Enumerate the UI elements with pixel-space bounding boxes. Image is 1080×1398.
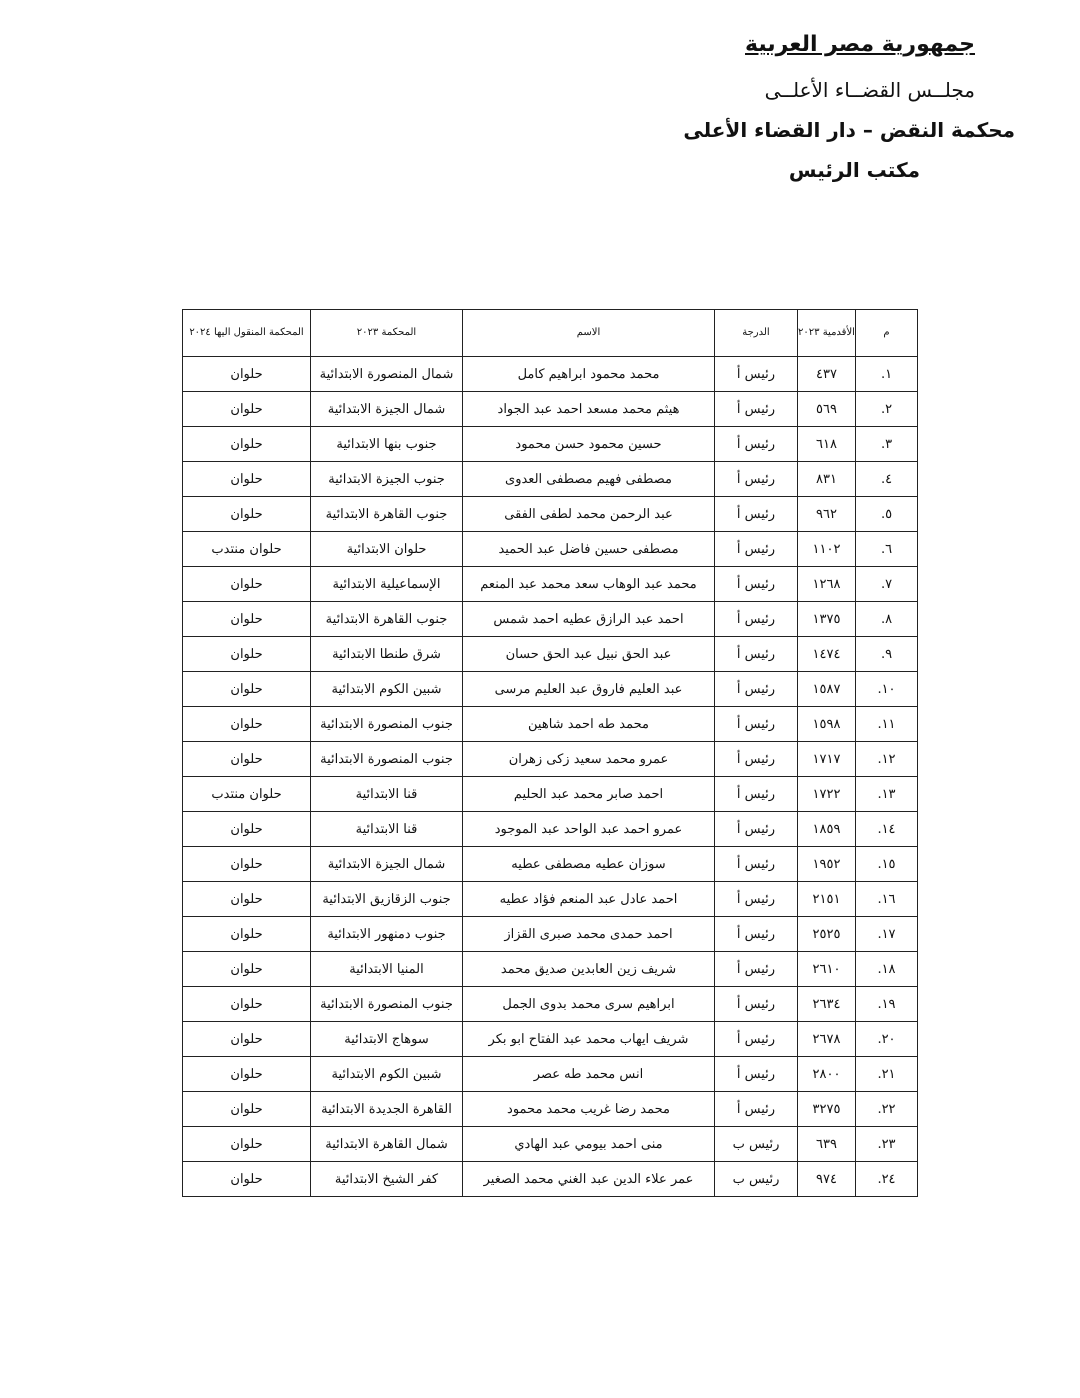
row-name: عبد العليم فاروق عبد العليم مرسى xyxy=(463,672,715,707)
row-destination: حلوان xyxy=(183,1162,311,1197)
row-seniority: ١١٠٢ xyxy=(798,532,856,567)
row-seniority: ١٩٥٢ xyxy=(798,847,856,882)
row-grade: رئيس أ xyxy=(715,602,798,637)
row-number: ٤. xyxy=(856,462,918,497)
table-row xyxy=(183,707,918,742)
row-destination: حلوان xyxy=(183,672,311,707)
office-name: مكتب الرئيس xyxy=(788,158,920,182)
row-destination: حلوان xyxy=(183,602,311,637)
row-seniority: ١٨٥٩ xyxy=(798,812,856,847)
row-name: عبد الحق نبيل عبد الحق حسان xyxy=(463,637,715,672)
row-court: شبين الكوم الابتدائية xyxy=(311,672,463,707)
row-destination: حلوان xyxy=(183,882,311,917)
row-name: مصطفى حسين فاضل عبد الحميد xyxy=(463,532,715,567)
row-seniority: ٢٦٧٨ xyxy=(798,1022,856,1057)
row-name: احمد عادل عبد المنعم فؤاد عطيه xyxy=(463,882,715,917)
row-court: سوهاج الابتدائية xyxy=(311,1022,463,1057)
row-name: عمرو احمد عبد الواحد عبد الموجود xyxy=(463,812,715,847)
table-row xyxy=(183,672,918,707)
row-grade: رئيس أ xyxy=(715,707,798,742)
row-court: شمال الجيزة الابتدائية xyxy=(311,847,463,882)
row-number: ١٢. xyxy=(856,742,918,777)
row-destination: حلوان منتدب xyxy=(183,532,311,567)
row-number: ٣. xyxy=(856,427,918,462)
row-grade: رئيس أ xyxy=(715,882,798,917)
row-court: قنا الابتدائية xyxy=(311,812,463,847)
row-grade: رئيس أ xyxy=(715,847,798,882)
row-number: ٢١. xyxy=(856,1057,918,1092)
table-row xyxy=(183,1092,918,1127)
header-destination: المحكمة المنقول اليها ٢٠٢٤ xyxy=(183,310,311,357)
row-number: ٢. xyxy=(856,392,918,427)
row-grade: رئيس أ xyxy=(715,917,798,952)
row-seniority: ٢٥٢٥ xyxy=(798,917,856,952)
row-seniority: ٦٣٩ xyxy=(798,1127,856,1162)
row-grade: رئيس أ xyxy=(715,742,798,777)
table-row xyxy=(183,917,918,952)
row-destination: حلوان xyxy=(183,1092,311,1127)
row-number: ١٥. xyxy=(856,847,918,882)
row-name: سوزان عطيه مصطفى عطيه xyxy=(463,847,715,882)
row-seniority: ١٧٢٢ xyxy=(798,777,856,812)
row-name: عبد الرحمن محمد لطفى الفقى xyxy=(463,497,715,532)
row-destination: حلوان xyxy=(183,1057,311,1092)
row-name: شريف ايهاب محمد عبد الفتاح ابو بكر xyxy=(463,1022,715,1057)
row-destination: حلوان xyxy=(183,742,311,777)
row-name: مصطفى فهيم مصطفى العدوى xyxy=(463,462,715,497)
row-grade: رئيس أ xyxy=(715,392,798,427)
row-name: منى احمد بيومي عبد الهادي xyxy=(463,1127,715,1162)
row-number: ١١. xyxy=(856,707,918,742)
row-grade: رئيس أ xyxy=(715,777,798,812)
row-name: انس محمد طه عصر xyxy=(463,1057,715,1092)
row-seniority: ٢٨٠٠ xyxy=(798,1057,856,1092)
row-number: ١٣. xyxy=(856,777,918,812)
row-seniority: ١٥٨٧ xyxy=(798,672,856,707)
row-destination: حلوان xyxy=(183,917,311,952)
header-grade: الدرجة xyxy=(715,310,798,357)
row-court: جنوب المنصورة الابتدائية xyxy=(311,707,463,742)
table-row xyxy=(183,1162,918,1197)
row-number: ١٠. xyxy=(856,672,918,707)
row-grade: رئيس أ xyxy=(715,812,798,847)
row-destination: حلوان xyxy=(183,1127,311,1162)
row-destination: حلوان xyxy=(183,497,311,532)
row-court: جنوب القاهرة الابتدائية xyxy=(311,602,463,637)
table-row xyxy=(183,812,918,847)
row-court: جنوب المنصورة الابتدائية xyxy=(311,742,463,777)
row-number: ٧. xyxy=(856,567,918,602)
table-row xyxy=(183,1127,918,1162)
table-row xyxy=(183,602,918,637)
row-name: احمد عبد الرازق عطيه احمد شمس xyxy=(463,602,715,637)
row-name: هيثم محمد مسعد احمد عبد الجواد xyxy=(463,392,715,427)
row-court: جنوب بنها الابتدائية xyxy=(311,427,463,462)
row-number: ٩. xyxy=(856,637,918,672)
row-destination: حلوان xyxy=(183,392,311,427)
row-number: ٢٤. xyxy=(856,1162,918,1197)
table-row xyxy=(183,637,918,672)
row-court: شمال الجيزة الابتدائية xyxy=(311,392,463,427)
judges-transfer-table xyxy=(182,309,918,1197)
row-number: ١٦. xyxy=(856,882,918,917)
header-court: المحكمة ٢٠٢٣ xyxy=(311,310,463,357)
table-row xyxy=(183,427,918,462)
row-grade: رئيس أ xyxy=(715,532,798,567)
row-seniority: ٤٣٧ xyxy=(798,357,856,392)
header-seniority: الأقدمية ٢٠٢٣ xyxy=(798,310,856,357)
row-court: قنا الابتدائية xyxy=(311,777,463,812)
row-court: المنيا الابتدائية xyxy=(311,952,463,987)
row-name: محمد محمود ابراهيم كامل xyxy=(463,357,715,392)
header-name: الاسم xyxy=(463,310,715,357)
row-court: جنوب الجيزة الابتدائية xyxy=(311,462,463,497)
row-destination: حلوان منتدب xyxy=(183,777,311,812)
row-number: ٢٢. xyxy=(856,1092,918,1127)
row-number: ٢٣. xyxy=(856,1127,918,1162)
row-destination: حلوان xyxy=(183,567,311,602)
row-seniority: ٨٣١ xyxy=(798,462,856,497)
row-court: شرق طنطا الابتدائية xyxy=(311,637,463,672)
row-grade: رئيس أ xyxy=(715,672,798,707)
row-grade: رئيس أ xyxy=(715,357,798,392)
row-destination: حلوان xyxy=(183,987,311,1022)
row-seniority: ١٣٧٥ xyxy=(798,602,856,637)
row-name: شريف زين العابدين صديق محمد xyxy=(463,952,715,987)
row-court: القاهرة الجديدة الابتدائية xyxy=(311,1092,463,1127)
table-row xyxy=(183,497,918,532)
table-row xyxy=(183,392,918,427)
row-grade: رئيس أ xyxy=(715,987,798,1022)
table-row xyxy=(183,532,918,567)
row-destination: حلوان xyxy=(183,952,311,987)
row-destination: حلوان xyxy=(183,1022,311,1057)
row-number: ٨. xyxy=(856,602,918,637)
row-seniority: ١٢٦٨ xyxy=(798,567,856,602)
row-number: ٥. xyxy=(856,497,918,532)
table-row xyxy=(183,1057,918,1092)
row-seniority: ٩٦٢ xyxy=(798,497,856,532)
table-row xyxy=(183,1022,918,1057)
row-destination: حلوان xyxy=(183,812,311,847)
row-court: شمال القاهرة الابتدائية xyxy=(311,1127,463,1162)
row-seniority: ٢٦٣٤ xyxy=(798,987,856,1022)
row-name: حسين محمود حسن محمود xyxy=(463,427,715,462)
row-name: عمر علاء الدين عبد الغني محمد الصغير xyxy=(463,1162,715,1197)
table-row xyxy=(183,952,918,987)
row-court: جنوب الزقازيق الابتدائية xyxy=(311,882,463,917)
row-name: محمد عبد الوهاب سعد محمد عبد المنعم xyxy=(463,567,715,602)
row-grade: رئيس أ xyxy=(715,1022,798,1057)
row-grade: رئيس أ xyxy=(715,1057,798,1092)
row-name: ابراهيم سرى محمد بدوى الجمل xyxy=(463,987,715,1022)
row-grade: رئيس أ xyxy=(715,952,798,987)
table-row xyxy=(183,357,918,392)
table-row xyxy=(183,777,918,812)
row-grade: رئيس ب xyxy=(715,1127,798,1162)
row-court: جنوب المنصورة الابتدائية xyxy=(311,987,463,1022)
row-number: ٦. xyxy=(856,532,918,567)
row-name: احمد حمدى محمد صبرى القزاز xyxy=(463,917,715,952)
row-grade: رئيس أ xyxy=(715,497,798,532)
row-grade: رئيس أ xyxy=(715,427,798,462)
row-seniority: ٥٦٩ xyxy=(798,392,856,427)
table-row xyxy=(183,567,918,602)
table-row xyxy=(183,882,918,917)
row-seniority: ٢١٥١ xyxy=(798,882,856,917)
row-grade: رئيس أ xyxy=(715,567,798,602)
row-grade: رئيس أ xyxy=(715,637,798,672)
row-destination: حلوان xyxy=(183,357,311,392)
row-court: شبين الكوم الابتدائية xyxy=(311,1057,463,1092)
row-destination: حلوان xyxy=(183,427,311,462)
row-destination: حلوان xyxy=(183,707,311,742)
row-court: شمال المنصورة الابتدائية xyxy=(311,357,463,392)
row-destination: حلوان xyxy=(183,462,311,497)
court-name: محكمة النقض – دار القضاء الأعلى xyxy=(683,118,1015,142)
row-destination: حلوان xyxy=(183,847,311,882)
table-body xyxy=(183,357,918,1197)
row-court: جنوب دمنهور الابتدائية xyxy=(311,917,463,952)
row-name: احمد صابر محمد عبد الحليم xyxy=(463,777,715,812)
row-seniority: ٦١٨ xyxy=(798,427,856,462)
row-name: محمد رضا غريب محمد محمود xyxy=(463,1092,715,1127)
row-seniority: ٣٢٧٥ xyxy=(798,1092,856,1127)
row-court: جنوب القاهرة الابتدائية xyxy=(311,497,463,532)
country-name: جمهورية مصر العربية xyxy=(745,32,975,57)
row-number: ١٩. xyxy=(856,987,918,1022)
row-number: ١٨. xyxy=(856,952,918,987)
row-number: ٢٠. xyxy=(856,1022,918,1057)
table-row xyxy=(183,987,918,1022)
header-num: م xyxy=(856,310,918,357)
row-grade: رئيس ب xyxy=(715,1162,798,1197)
row-name: عمرو محمد سعيد زكى زهران xyxy=(463,742,715,777)
row-grade: رئيس أ xyxy=(715,462,798,497)
row-court: الإسماعيلية الابتدائية xyxy=(311,567,463,602)
row-number: ١. xyxy=(856,357,918,392)
row-court: كفر الشيخ الابتدائية xyxy=(311,1162,463,1197)
row-seniority: ١٤٧٤ xyxy=(798,637,856,672)
council-name: مجلــس القضــاء الأعلــى xyxy=(764,78,975,102)
row-grade: رئيس أ xyxy=(715,1092,798,1127)
table-header-row xyxy=(183,310,918,357)
row-seniority: ٩٧٤ xyxy=(798,1162,856,1197)
row-seniority: ١٥٩٨ xyxy=(798,707,856,742)
row-seniority: ٢٦١٠ xyxy=(798,952,856,987)
row-destination: حلوان xyxy=(183,637,311,672)
table-row xyxy=(183,742,918,777)
row-number: ١٧. xyxy=(856,917,918,952)
row-seniority: ١٧١٧ xyxy=(798,742,856,777)
row-court: حلوان الابتدائية xyxy=(311,532,463,567)
row-name: محمد طه احمد شاهين xyxy=(463,707,715,742)
table-row xyxy=(183,462,918,497)
table-row xyxy=(183,847,918,882)
row-number: ١٤. xyxy=(856,812,918,847)
